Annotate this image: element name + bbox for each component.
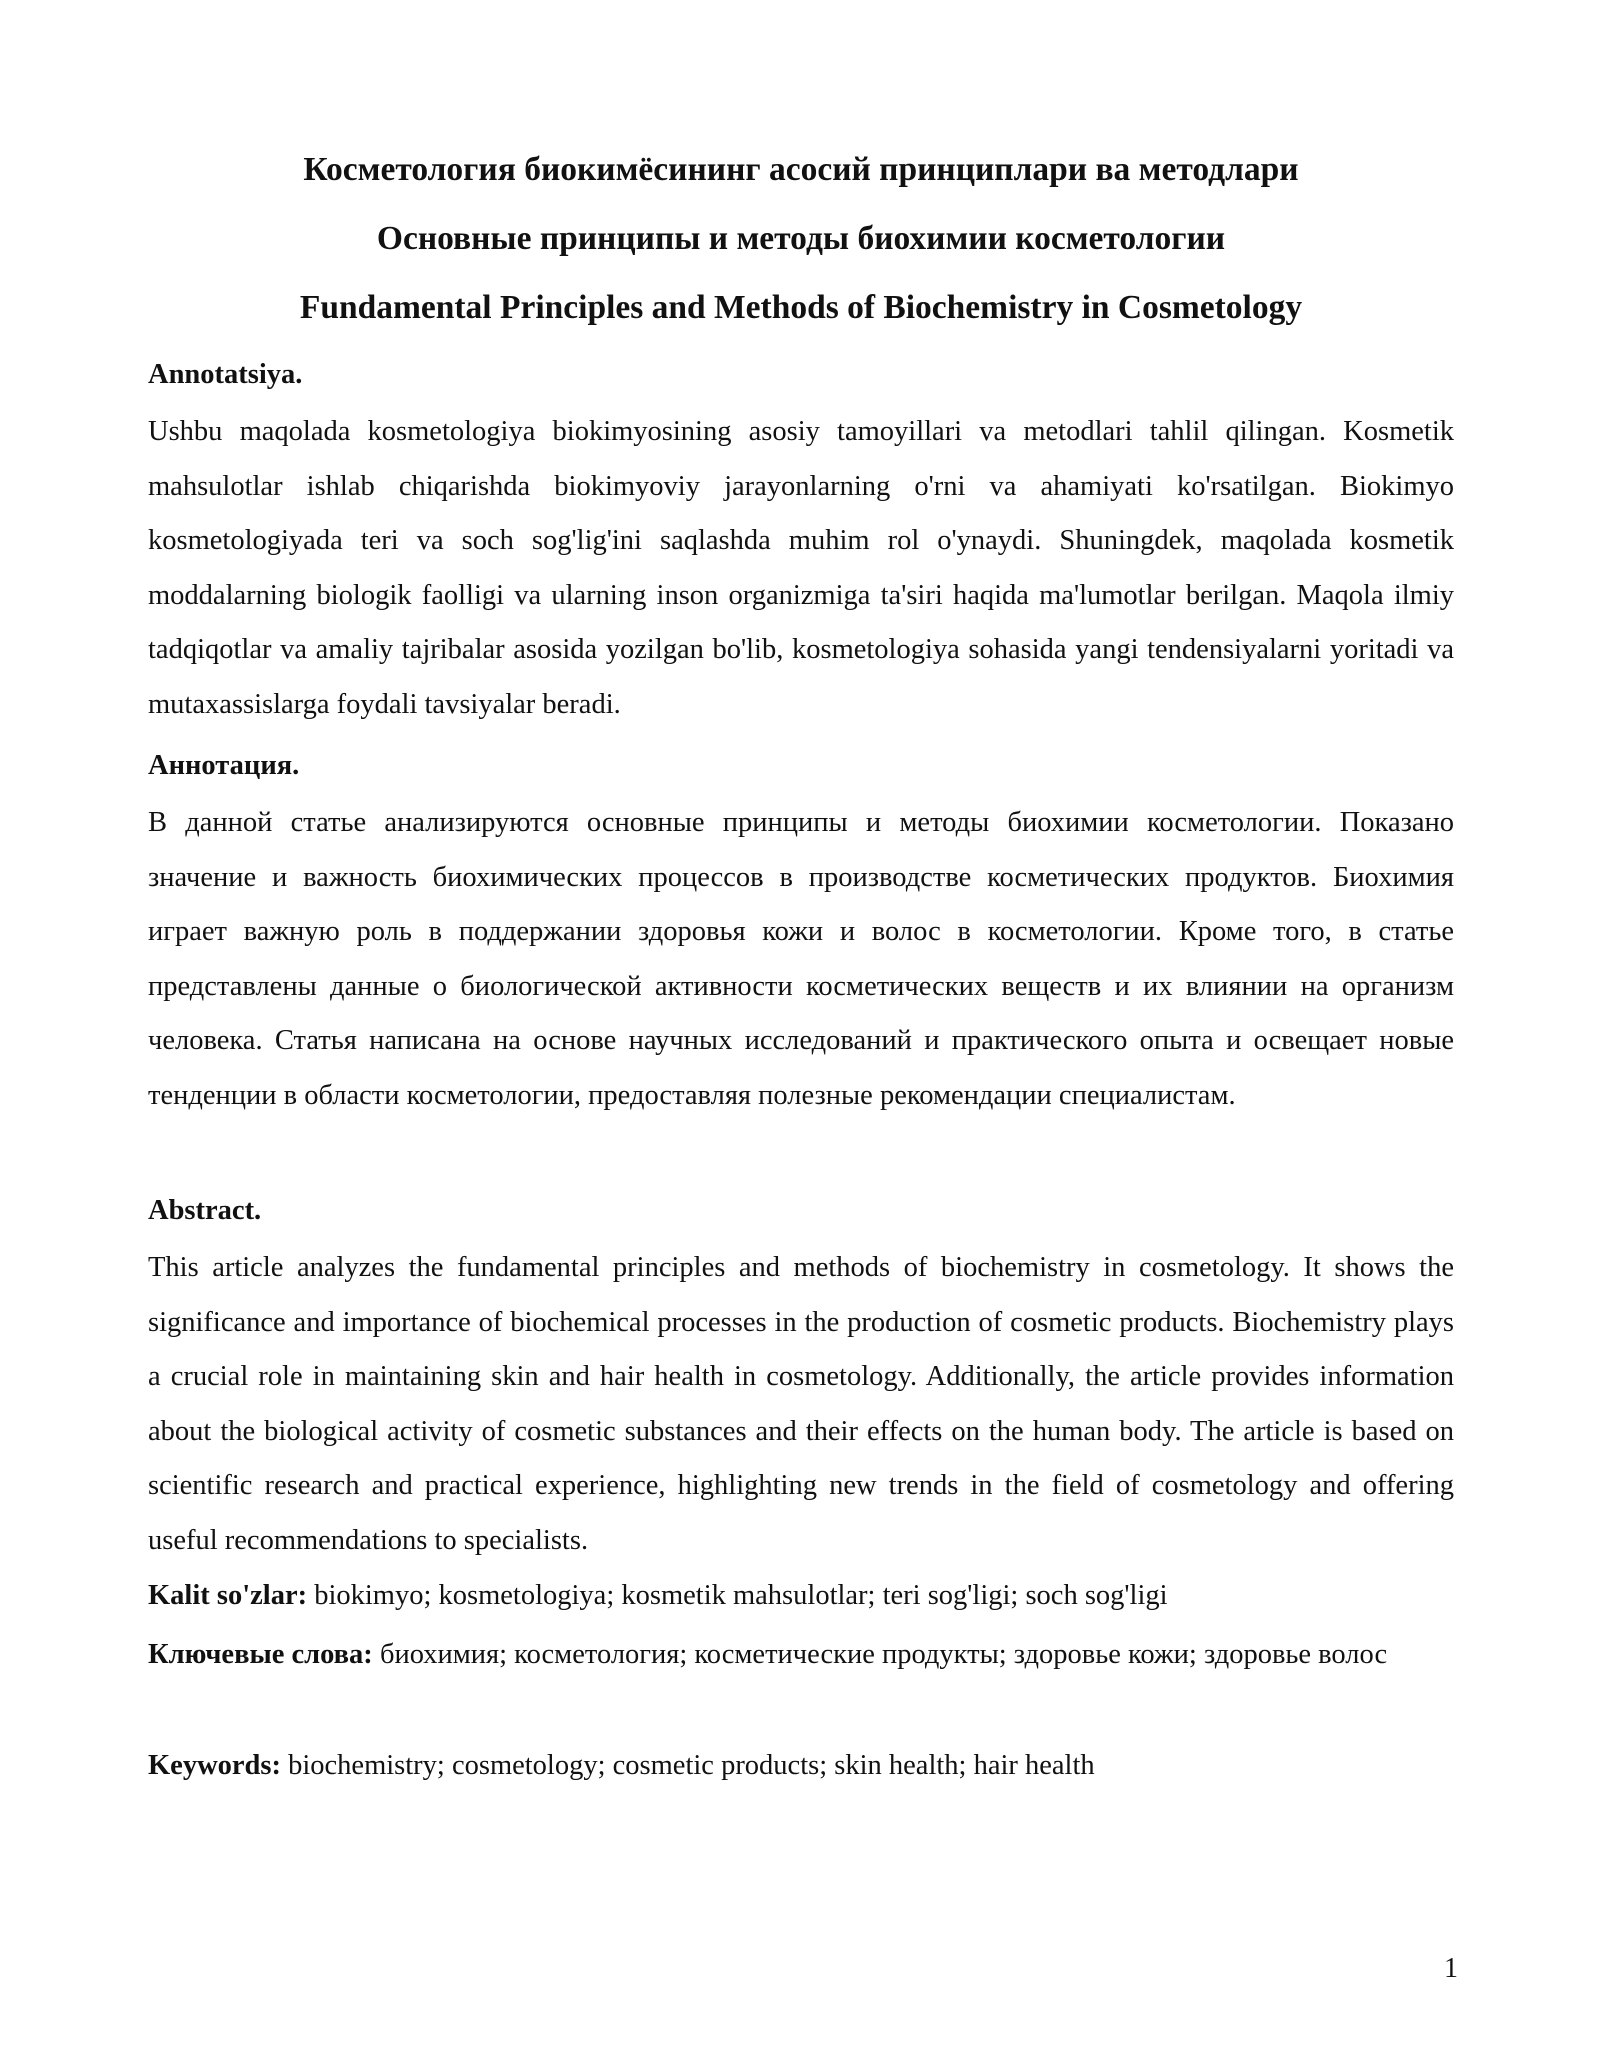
keywords-uz-text: biokimyo; kosmetologiya; kosmetik mahsulotlar; teri sog'ligi; soch sog'ligi xyxy=(307,1580,1168,1611)
title-russian: Основные принципы и методы биохимии косметологии xyxy=(376,220,1226,257)
keywords-ru xyxy=(148,1628,1454,1683)
page-number: 1 xyxy=(1444,1953,1458,1984)
keywords-uz xyxy=(148,1569,1454,1624)
annotation-ru-heading: Аннотация. xyxy=(148,750,300,781)
title-english: Fundamental Principles and Methods of Biochemistry in Cosmetology xyxy=(299,289,1303,326)
abstract-text: This article analyzes the fundamental principles and methods of biochemistry in cosmetology. It shows the significance and importance of biochemical processes in the production of cosmetic products. Biochemistry plays a crucial role in maintaining skin and hair health in cosmetology. Additionally, the article provides information about the biological activity of cosmetic substances and their effects on the human body. The article is based on scientific research and practical experience, highlighting new trends in the field of cosmetology and offering useful recommendations to specialists. xyxy=(148,1252,1454,1556)
abstract-heading: Abstract. xyxy=(148,1195,262,1226)
keywords-ru-label: Ключевые слова: xyxy=(148,1639,373,1670)
keywords-en-label: Keywords: xyxy=(148,1750,281,1781)
keywords-en xyxy=(148,1739,1454,1794)
annotation-ru-text: В данной статье анализируются основные принципы и методы биохимии косметологии. Показано значение и важность биохимических процессов в производстве косметических продуктов. Биохимия играет важную роль в поддержании здоровья кожи и волос в косметологии. Кроме того, в статье представлены данные о биологической активности косметических веществ и их влиянии на организм человека. Статья написана на основе научных исследований и практического опыта и освещает новые тенденции в области косметологии, предоставляя полезные рекомендации специалистам. xyxy=(148,807,1454,1111)
keywords-en-text: biochemistry; cosmetology; cosmetic products; skin health; hair health xyxy=(280,1750,1095,1781)
keywords-uz-label: Kalit so'zlar: xyxy=(148,1580,308,1611)
annotatsiya-heading: Annotatsiya. xyxy=(148,359,303,390)
annotatsiya-text: Ushbu maqolada kosmetologiya biokimyosining asosiy tamoyillari va metodlari tahlil qilingan. Kosmetik mahsulotlar ishlab chiqarishda biokimyoviy jarayonlarning o'rni va ahamiyati ko'rsatilgan. Biokimyo kosmetologiyada teri va soch sog'lig'ini saqlashda muhim rol o'ynaydi. Shuningdek, maqolada kosmetik moddalarning biologik faolligi va ularning inson organizmiga ta'siri haqida ma'lumotlar berilgan. Maqola ilmiy tadqiqotlar va amaliy tajribalar asosida yozilgan bo'lib, kosmetologiya sohasida yangi tendensiyalarni yoritadi va mutaxassislarga foydali tavsiyalar beradi. xyxy=(148,416,1454,720)
keywords-ru-text: биохимия; косметология; косметические продукты; здоровье кожи; здоровье волос xyxy=(372,1639,1388,1670)
title-uzbek: Косметология биокимёсининг асосий принциплари ва методлари xyxy=(303,151,1299,188)
